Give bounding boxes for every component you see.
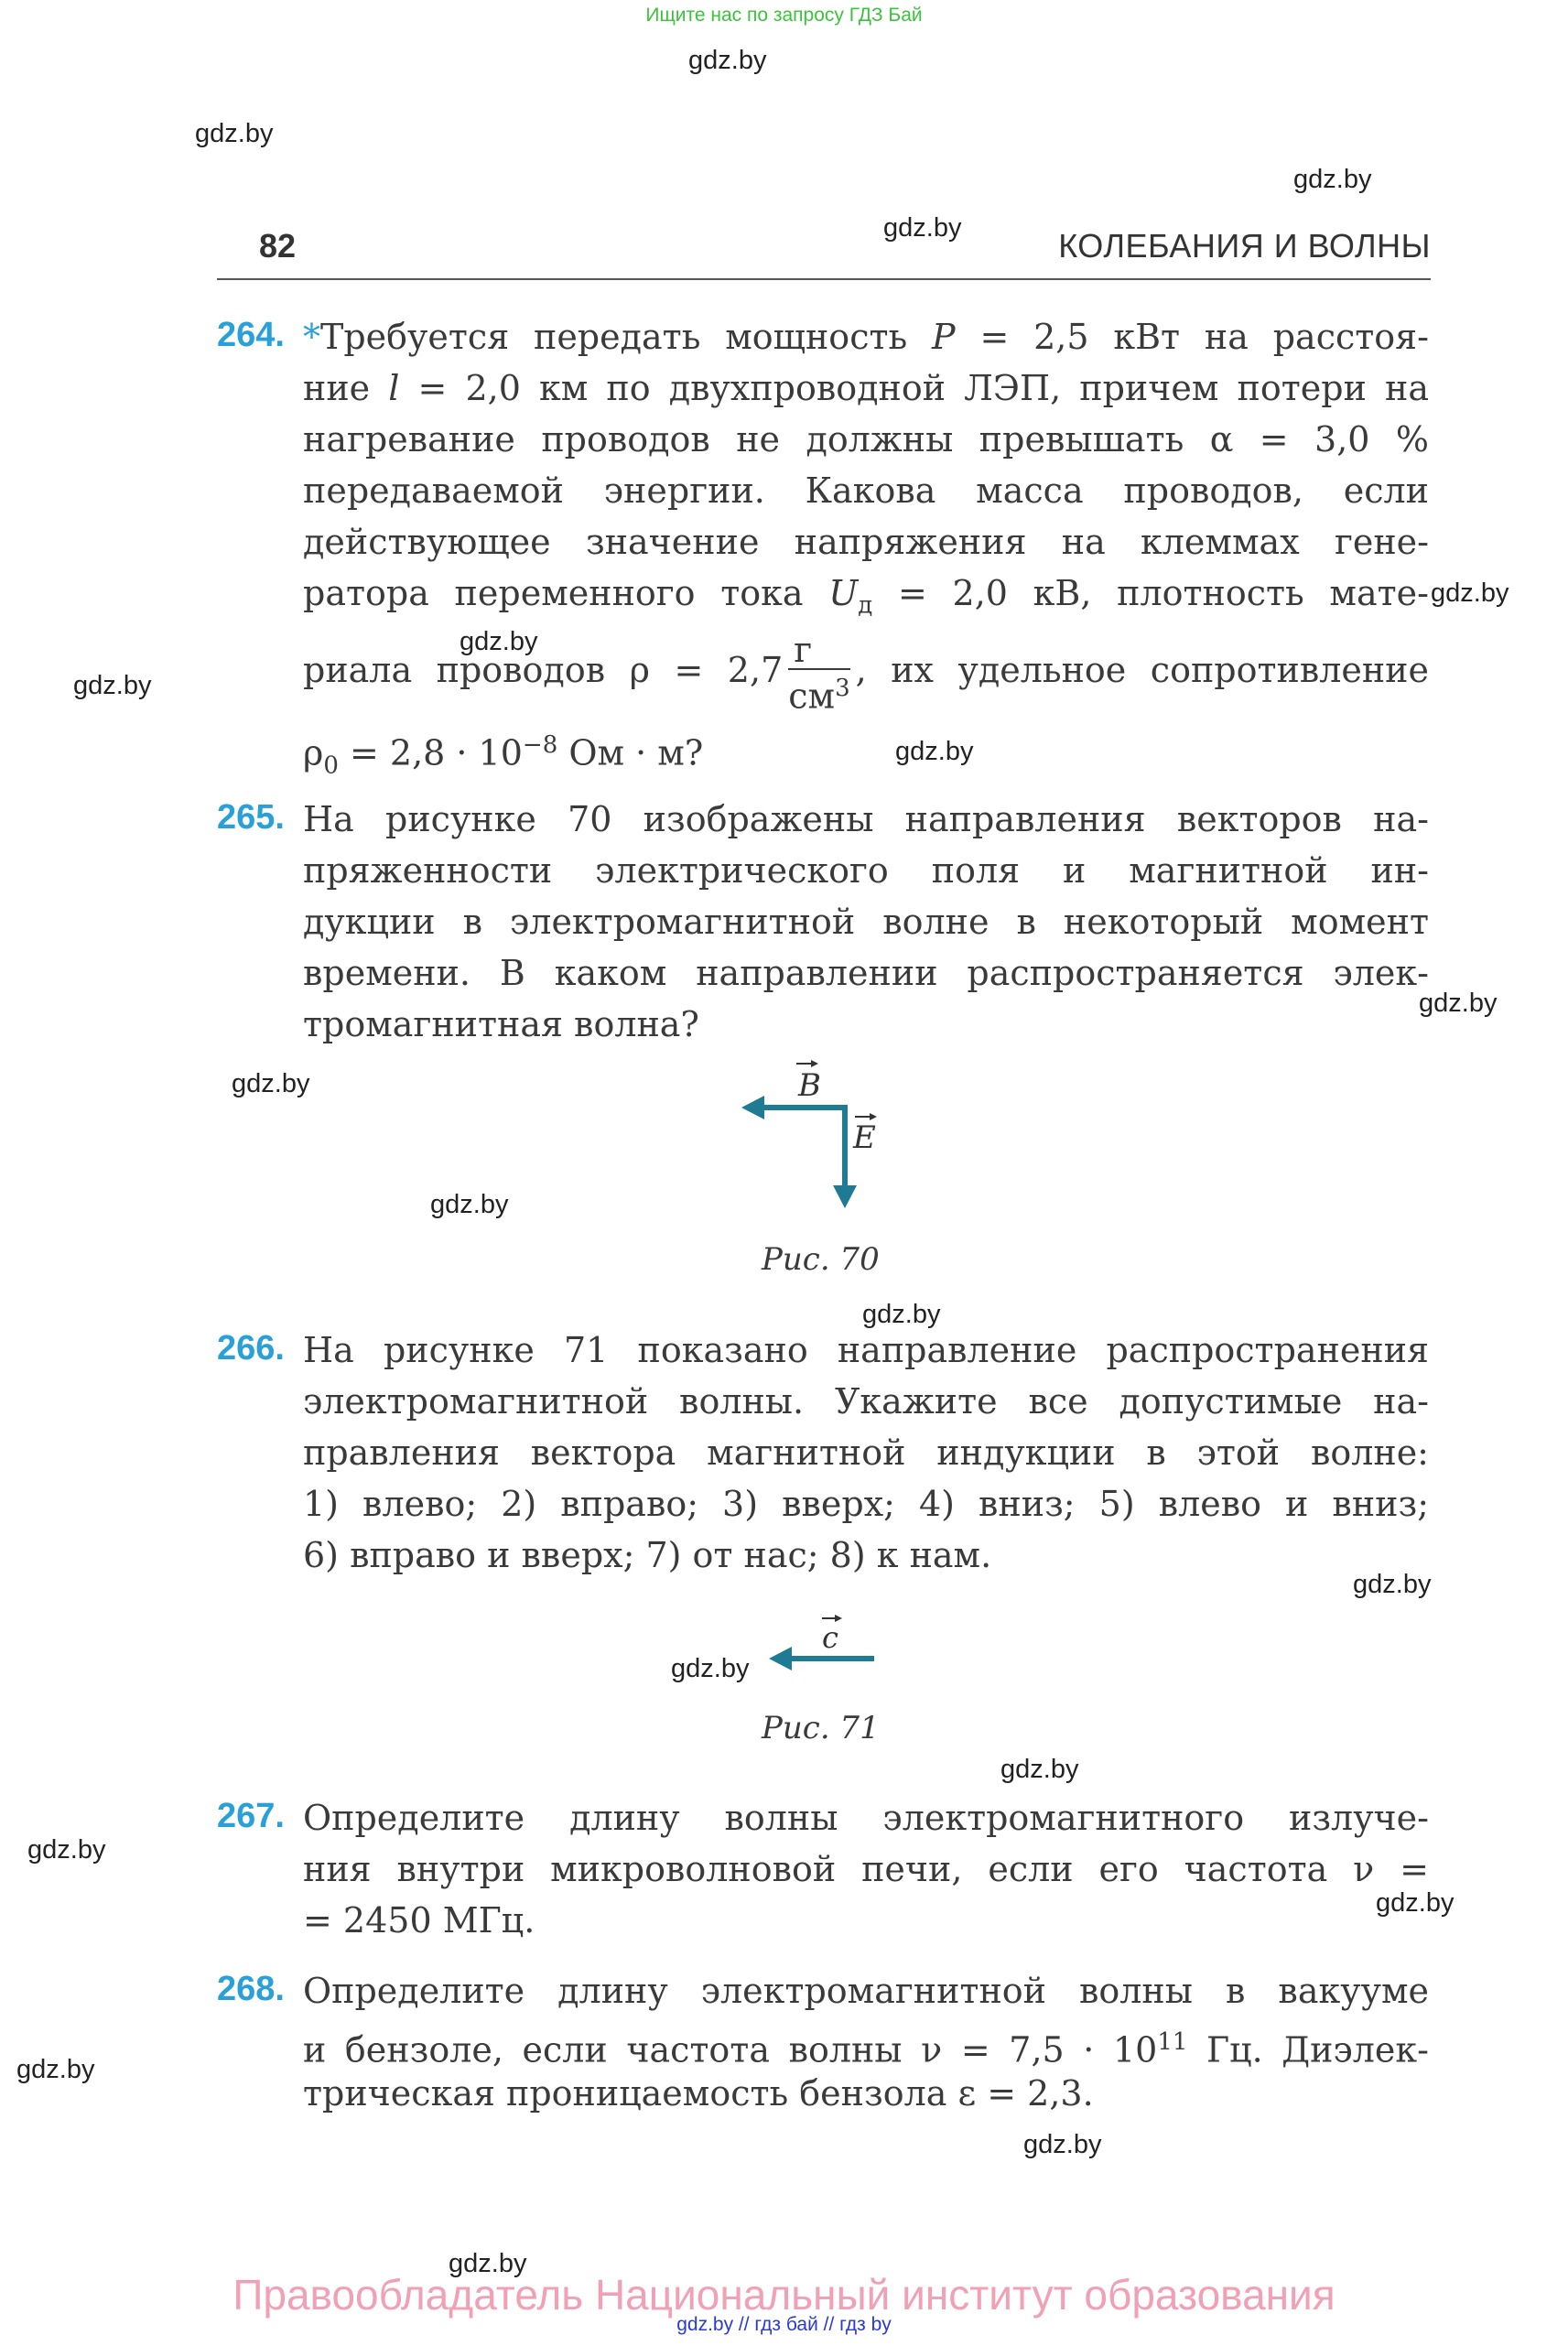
exponent: 11 bbox=[1157, 2028, 1188, 2056]
problem-268-line-3: трическая проницаемость бензола ε = 2,3. bbox=[303, 2073, 1094, 2114]
problem-264-line-6 bbox=[303, 568, 1429, 632]
label-c: c bbox=[822, 1620, 838, 1655]
problem-266-line-5: 6) вправо и вверх; 7) от нас; 8) к нам. bbox=[303, 1535, 992, 1575]
vector-E-arrowhead bbox=[833, 1185, 857, 1208]
problem-264-line-7 bbox=[303, 632, 1429, 715]
problem-264-line-8 bbox=[303, 719, 1429, 791]
watermark: gdz.by bbox=[688, 46, 767, 75]
vector-B-arrowhead bbox=[741, 1096, 764, 1119]
vector-c-arrowhead bbox=[769, 1647, 792, 1670]
fraction bbox=[788, 632, 849, 715]
watermark: gdz.by bbox=[1000, 1755, 1079, 1784]
fraction-numerator: г bbox=[788, 632, 849, 670]
watermark: gdz.by bbox=[1419, 989, 1498, 1018]
problem-264-line-2 bbox=[303, 362, 1429, 414]
problem-number-264: 264. bbox=[217, 316, 285, 354]
var-U: U bbox=[828, 573, 859, 613]
problem-267-line-1: Определите длину волны электромагнитного излуче- bbox=[303, 1798, 1429, 1838]
exponent: 3 bbox=[835, 675, 850, 702]
text: , их удельное сопротивление bbox=[855, 649, 1429, 690]
vector-B-overarrow-head bbox=[811, 1060, 818, 1067]
watermark: gdz.by bbox=[195, 119, 274, 148]
watermark: gdz.by bbox=[895, 737, 974, 766]
text: см bbox=[788, 676, 836, 717]
problem-265-line-4: времени. В каком направлении распространяется элек- bbox=[303, 953, 1429, 993]
problem-number-265: 265. bbox=[217, 798, 285, 837]
text: и бензоле, если частота волны ν = 7,5 · 10 bbox=[303, 2029, 1158, 2070]
watermark: gdz.by bbox=[232, 1069, 310, 1098]
watermark: gdz.by bbox=[883, 213, 962, 243]
label-E: E bbox=[853, 1119, 876, 1156]
text: Требуется передать мощность bbox=[320, 317, 908, 357]
problem-266-line-4: 1) влево; 2) вправо; 3) вверх; 4) вниз; 5) влево и вниз; bbox=[303, 1484, 1429, 1524]
problem-268-line-2 bbox=[303, 2016, 1429, 2076]
problem-267-line-3: = 2450 МГц. bbox=[303, 1900, 535, 1941]
figure-70 bbox=[723, 1043, 906, 1227]
watermark: gdz.by bbox=[1376, 1888, 1454, 1918]
problem-265-line-3: дукции в электромагнитной волне в некоторый момент bbox=[303, 902, 1429, 942]
problem-264-line-1 bbox=[303, 311, 1429, 362]
watermark: gdz.by bbox=[671, 1654, 750, 1683]
text: ратора переменного тока bbox=[303, 573, 804, 613]
problem-264-line-5: действующее значение напряжения на клеммах гене- bbox=[303, 522, 1429, 562]
watermark: gdz.by bbox=[73, 671, 152, 700]
problem-number-267: 267. bbox=[217, 1797, 285, 1835]
problem-266-line-2: электромагнитной волны. Укажите все допустимые на- bbox=[303, 1381, 1429, 1422]
text: = 2,5 кВт на расстоя- bbox=[955, 317, 1429, 357]
watermark: gdz.by bbox=[460, 627, 538, 656]
label-B: B bbox=[798, 1067, 821, 1104]
problem-number-266: 266. bbox=[217, 1329, 285, 1368]
watermark: gdz.by bbox=[1023, 2130, 1102, 2159]
problem-number-268: 268. bbox=[217, 1970, 285, 2008]
problem-268-line-1: Определите длину электромагнитной волны в вакууме bbox=[303, 1971, 1429, 2011]
fraction-denominator bbox=[788, 670, 849, 715]
text: = 2,0 км по двухпроводной ЛЭП, причем потери на bbox=[399, 368, 1429, 408]
text: = 2,0 кВ, плотность мате- bbox=[872, 573, 1429, 613]
problem-265-line-2: пряженности электрического поля и магнитной ин- bbox=[303, 850, 1429, 891]
bottom-links[interactable]: gdz.by // гдз бай // гдз by bbox=[676, 2314, 892, 2335]
page-number: 82 bbox=[259, 227, 297, 265]
problem-267-line-2: ния внутри микроволновой печи, если его частота ν = bbox=[303, 1849, 1429, 1889]
subscript: 0 bbox=[323, 751, 339, 780]
section-title: КОЛЕБАНИЯ И ВОЛНЫ bbox=[1058, 227, 1431, 265]
watermark: gdz.by bbox=[1293, 165, 1372, 194]
header-rule bbox=[217, 278, 1431, 280]
watermark: gdz.by bbox=[16, 2055, 95, 2084]
problem-265-line-5: тромагнитная волна? bbox=[303, 1004, 699, 1044]
top-banner[interactable]: Ищите нас по запросу ГДЗ Бай bbox=[645, 5, 923, 26]
problem-264-line-3: нагревание проводов не должны превышать α = 3,0 % bbox=[303, 419, 1429, 459]
watermark: gdz.by bbox=[430, 1190, 509, 1219]
text: ние bbox=[303, 368, 371, 408]
watermark: gdz.by bbox=[27, 1835, 106, 1865]
problem-265-line-1: На рисунке 70 изображены направления векторов на- bbox=[303, 799, 1429, 839]
watermark: gdz.by bbox=[449, 2249, 527, 2278]
problem-266-line-1: На рисунке 71 показано направление распространения bbox=[303, 1330, 1429, 1370]
caption-fig-70: Рис. 70 bbox=[762, 1241, 880, 1278]
watermark: gdz.by bbox=[862, 1300, 941, 1329]
text: Гц. Диэлек- bbox=[1187, 2029, 1429, 2070]
watermark: gdz.by bbox=[1353, 1570, 1432, 1599]
exponent: −8 bbox=[522, 731, 558, 759]
var-l: l bbox=[388, 368, 400, 408]
text: риала проводов ρ = 2,7 bbox=[303, 649, 784, 690]
figure-71 bbox=[760, 1606, 897, 1680]
problem-264-line-4: передаваемой энергии. Какова масса проводов, если bbox=[303, 470, 1429, 511]
text: Ом · м? bbox=[557, 732, 704, 773]
rights-holder-watermark: Правообладатель Национальный институт образования bbox=[232, 2271, 1336, 2319]
var-P: P bbox=[932, 317, 956, 357]
problem-266-line-3: правления вектора магнитной индукции в этой волне: bbox=[303, 1432, 1429, 1473]
text: ρ bbox=[303, 732, 324, 773]
subscript: д bbox=[858, 591, 873, 620]
star-mark: * bbox=[303, 317, 320, 357]
caption-fig-71: Рис. 71 bbox=[762, 1710, 880, 1746]
watermark: gdz.by bbox=[1431, 578, 1509, 608]
text: = 2,8 · 10 bbox=[338, 732, 523, 773]
